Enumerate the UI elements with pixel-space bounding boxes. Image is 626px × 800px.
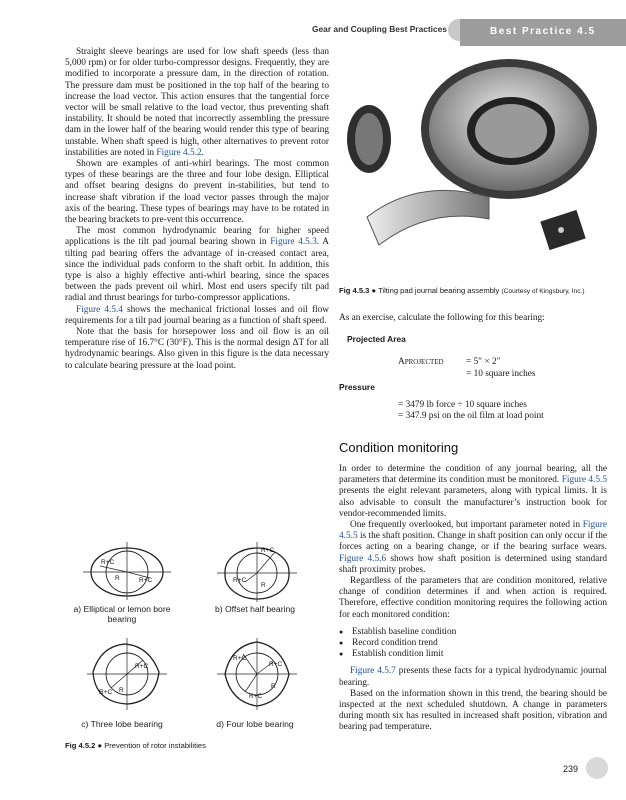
list-item: ● Establish baseline condition [339,627,607,638]
paragraph: Note that the basis for horsepower loss and oil flow is an oil temperature rise of 16.7°C (30°F). This is the normal design ΔT for all hydrodynamic bearings. Also given in this figure is the data necessary to calculate bearing pressure at the load point. [65,327,329,371]
list-item: ● Record condition trend [339,638,607,649]
pressure-label: Pressure [339,382,375,392]
pressure-equation-2: = 347.9 psi on the oil film at load point [398,411,544,421]
figure-link[interactable]: Figure 4.5.6 [339,553,387,564]
figure-link[interactable]: Figure 4.5.5 [561,475,607,486]
bullet-list [339,627,607,661]
left-column-text [65,47,329,372]
figure-link[interactable]: Figure 4.5.7 [350,666,396,677]
figure-link[interactable]: Figure 4.5.2 [156,147,202,158]
paragraph: One frequently overlooked, but important parameter noted in Figure 4.5.5 is the shaft position. Change in shaft position can only occur if the forces acting on a bearing change, or if the bearing surface wears. Figure 4.5.6 shows how shaft position is determined using standard shaft proximity probes. [339,520,607,575]
paragraph: Straight sleeve bearings are used for low shaft speeds (less than 5,000 rpm) or for older turbo-compressor designs. Frequently, they are modified to incorporate a pressure dam, in the direction of rotation. The pressure dam must be positioned in the top half of the bearing to increase the load vector. This action ensures that the tangential force vector will be small relative to the load vector, thus preventing shaft instability. It should be noted that incorrectly assembling the pressure dam in the lower half of the bearing would render this type of bearing unstable. When shaft speed is high, other alternatives to prevent rotor instabilities are noted in Figure 4.5.2. [65,47,329,158]
paragraph: Regardless of the parameters that are condition monitored, relative change of condition determines if and when action is required. Therefore, effective condition monitoring requires the following action for each monitored condition: [339,576,607,620]
diagram-label: R+C [101,559,115,566]
projected-equation-1: = 5″ × 2″ [466,357,501,367]
right-column-text [339,464,607,734]
diagram-label: R+C [99,689,113,696]
subcaption-d: d) Four lobe bearing [216,719,294,729]
list-item: ● Establish condition limit [339,649,607,660]
subcaption-b: b) Offset half bearing [214,604,296,614]
header-section-title: Best Practice 4.5 [490,26,596,37]
paragraph: The most common hydrodynamic bearing for higher speed applications is the tilt pad journal bearing shown in Figure 4.5.3. A tilting pad bearing offers the advantage of in-creased contact area, since the individual pads conform to the shaft orbit. In addition, this type is also a highly effective anti-whirl bearing, since the spaces between the pads prevent oil whirl. Most end users specify tilt pad radial and thrust bearings for turbo-compressor applications. [65,226,329,304]
projected-equation-2: = 10 square inches [466,369,536,379]
paragraph: Figure 4.5.4 shows the mechanical frictional losses and oil flow requirements for a tilt pad journal bearing as a function of shaft speed. [65,304,329,326]
header-book-title: Gear and Coupling Best Practices [312,24,447,34]
diagram-label: R [271,683,276,690]
diagram-label: R+C [261,547,275,554]
paragraph: Figure 4.5.7 presents these facts for a typical hydrodynamic journal bearing. [339,666,607,688]
figure-link[interactable]: Figure 4.5.3 [270,237,317,248]
figure-link[interactable]: Figure 4.5.4 [76,304,123,315]
page-circle-decoration [586,757,608,779]
figure-caption-4-5-3: Fig 4.5.3 ● Tilting pad journal bearing assembly (Courtesy of Kingsbury, Inc.) [339,286,585,295]
diagram-label: R [115,575,120,582]
section-heading: Condition monitoring [339,440,459,455]
paragraph: Shown are examples of anti-whirl bearings. The most common types of these bearings are the three and four lobe design. Elliptical and offset bearing designs do prevent in-stabilities, but tend to increase shaft vibration if the load vector passes through the major axis of the bearing. These types of bearings may have to be rotated in the bearing brackets to pre-vent this occurrence. [65,159,329,226]
diagram-label: R+C [269,661,283,668]
diagram-label: R [119,687,124,694]
diagram-label: R [261,582,266,589]
exercise-intro: As an exercise, calculate the following for this bearing: [339,313,545,323]
diagram-label: R+C [249,693,263,700]
tilting-pad-bearing-photo [339,47,607,273]
figure-caption-4-5-2: Fig 4.5.2 ● Prevention of rotor instabilities [65,741,206,750]
figure-4-5-2 [65,542,329,742]
bearing-diagrams [65,542,329,732]
subcaption-a: a) Elliptical or lemon bore bearing [73,604,171,624]
projected-variable: APROJECTED [398,357,444,367]
page-number: 239 [563,764,579,774]
diagram-label: R+C [139,577,153,584]
diagram-label: R+C [233,577,247,584]
diagram-label: R+C [233,655,247,662]
subcaption-c: c) Three lobe bearing [81,719,163,729]
paragraph: Based on the information shown in this trend, the bearing should be inspected at the next scheduled shutdown. A change in parameters during month six has resulted in increased shaft position, vibration and bearing pad temperature. [339,688,607,733]
diagram-label: R+C [135,663,149,670]
figure-link[interactable]: Figure 4.5.5 [339,520,607,542]
pressure-equation-1: = 3479 lb force ÷ 10 square inches [398,400,527,410]
paragraph: In order to determine the condition of any journal bearing, all the parameters that determine its condition must be monitored. Figure 4.5.5 presents the eight relevant parameters, along with typical limits. It is also advisable to consult the manufacturer’s instruction book for vendor-recommended limits. [339,464,607,519]
projected-area-label: Projected Area [347,334,406,344]
